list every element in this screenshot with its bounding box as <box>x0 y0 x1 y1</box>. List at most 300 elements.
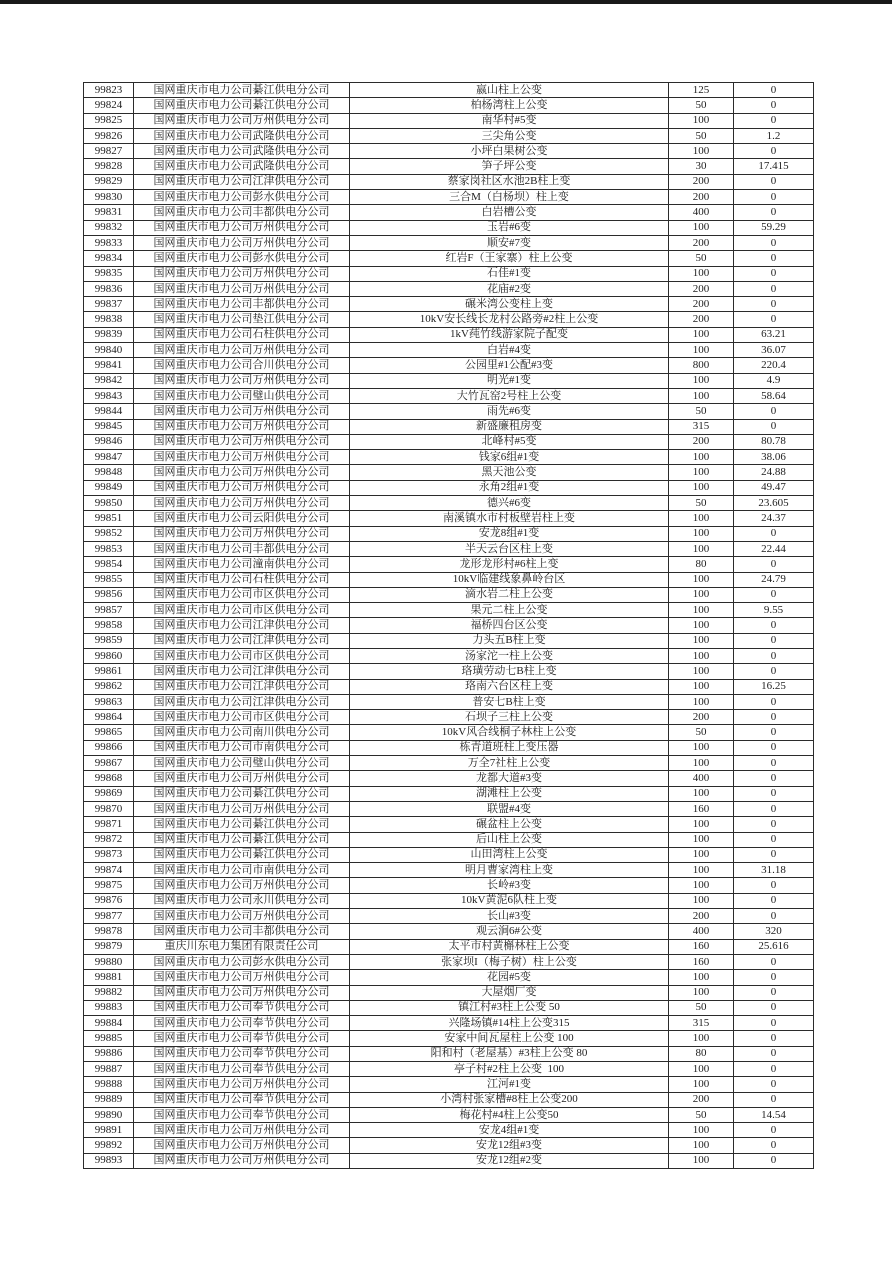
value-cell: 0 <box>734 113 814 128</box>
table-row <box>84 1077 814 1092</box>
transformer-name-cell: 碾米湾公变柱上变 <box>350 297 669 312</box>
row-id-cell: 99838 <box>84 312 134 327</box>
company-name-cell: 国网重庆市电力公司万州供电分公司 <box>134 450 350 465</box>
transformer-name-cell: 安家中间瓦屋柱上公变 100 <box>350 1031 669 1046</box>
row-id-cell: 99839 <box>84 327 134 342</box>
table-row <box>84 281 814 296</box>
capacity-cell: 100 <box>669 388 734 403</box>
row-id-cell: 99880 <box>84 954 134 969</box>
value-cell: 0 <box>734 587 814 602</box>
company-name-cell: 国网重庆市电力公司万州供电分公司 <box>134 1138 350 1153</box>
table-row <box>84 572 814 587</box>
company-name-cell: 国网重庆市电力公司江津供电分公司 <box>134 174 350 189</box>
transformer-name-cell: 德兴#6变 <box>350 496 669 511</box>
value-cell: 0 <box>734 297 814 312</box>
transformer-name-cell: 山田湾柱上公变 <box>350 847 669 862</box>
capacity-cell: 100 <box>669 373 734 388</box>
capacity-cell: 100 <box>669 450 734 465</box>
company-name-cell: 国网重庆市电力公司綦江供电分公司 <box>134 847 350 862</box>
value-cell: 0 <box>734 526 814 541</box>
row-id-cell: 99876 <box>84 893 134 908</box>
row-id-cell: 99863 <box>84 694 134 709</box>
table-row <box>84 939 814 954</box>
capacity-cell: 100 <box>669 587 734 602</box>
transformer-name-cell: 万全7社柱上公变 <box>350 756 669 771</box>
transformer-name-cell: 力头五B柱上变 <box>350 633 669 648</box>
value-cell: 38.06 <box>734 450 814 465</box>
table-row <box>84 893 814 908</box>
row-id-cell: 99881 <box>84 970 134 985</box>
transformer-name-cell: 碾盆柱上公变 <box>350 817 669 832</box>
value-cell: 0 <box>734 1016 814 1031</box>
table-row <box>84 373 814 388</box>
company-name-cell: 国网重庆市电力公司万州供电分公司 <box>134 343 350 358</box>
transformer-name-cell: 安龙12组#2变 <box>350 1153 669 1168</box>
company-name-cell: 国网重庆市电力公司万州供电分公司 <box>134 771 350 786</box>
transformer-name-cell: 观云涧6#公变 <box>350 924 669 939</box>
table-row <box>84 756 814 771</box>
row-id-cell: 99825 <box>84 113 134 128</box>
company-name-cell: 国网重庆市电力公司万州供电分公司 <box>134 373 350 388</box>
transformer-name-cell: 梅花村#4柱上公变50 <box>350 1107 669 1122</box>
company-name-cell: 国网重庆市电力公司石柱供电分公司 <box>134 572 350 587</box>
capacity-cell: 100 <box>669 847 734 862</box>
row-id-cell: 99856 <box>84 587 134 602</box>
value-cell: 0 <box>734 1077 814 1092</box>
transformer-name-cell: 花庙#2变 <box>350 281 669 296</box>
table-row <box>84 113 814 128</box>
capacity-cell: 100 <box>669 526 734 541</box>
value-cell: 320 <box>734 924 814 939</box>
transformer-name-cell: 小湾村张家槽#8柱上公变200 <box>350 1092 669 1107</box>
table-row <box>84 1153 814 1168</box>
row-id-cell: 99831 <box>84 205 134 220</box>
company-name-cell: 国网重庆市电力公司万州供电分公司 <box>134 1153 350 1168</box>
row-id-cell: 99877 <box>84 909 134 924</box>
company-name-cell: 国网重庆市电力公司江津供电分公司 <box>134 694 350 709</box>
transformer-name-cell: 蔡家岗社区水池2B柱上变 <box>350 174 669 189</box>
value-cell: 0 <box>734 205 814 220</box>
table-row <box>84 1138 814 1153</box>
capacity-cell: 315 <box>669 419 734 434</box>
transformer-name-cell: 石佳#1变 <box>350 266 669 281</box>
row-id-cell: 99888 <box>84 1077 134 1092</box>
row-id-cell: 99826 <box>84 128 134 143</box>
value-cell: 0 <box>734 954 814 969</box>
table-row <box>84 419 814 434</box>
table-row <box>84 970 814 985</box>
table-row <box>84 633 814 648</box>
top-edge-bar <box>0 0 892 4</box>
company-name-cell: 国网重庆市电力公司万州供电分公司 <box>134 281 350 296</box>
capacity-cell: 100 <box>669 893 734 908</box>
capacity-cell: 50 <box>669 1000 734 1015</box>
company-name-cell: 国网重庆市电力公司璧山供电分公司 <box>134 756 350 771</box>
capacity-cell: 100 <box>669 633 734 648</box>
capacity-cell: 30 <box>669 159 734 174</box>
row-id-cell: 99850 <box>84 496 134 511</box>
capacity-cell: 100 <box>669 511 734 526</box>
value-cell: 0 <box>734 1046 814 1061</box>
value-cell: 0 <box>734 694 814 709</box>
capacity-cell: 315 <box>669 1016 734 1031</box>
row-id-cell: 99835 <box>84 266 134 281</box>
transformer-name-cell: 安龙12组#3变 <box>350 1138 669 1153</box>
company-name-cell: 国网重庆市电力公司奉节供电分公司 <box>134 1092 350 1107</box>
row-id-cell: 99840 <box>84 343 134 358</box>
transformer-name-cell: 湖滩柱上公变 <box>350 786 669 801</box>
company-name-cell: 国网重庆市电力公司江津供电分公司 <box>134 679 350 694</box>
capacity-cell: 100 <box>669 1123 734 1138</box>
transformer-name-cell: 石坝子三柱上公变 <box>350 710 669 725</box>
capacity-cell: 200 <box>669 710 734 725</box>
transformer-name-cell: 永角2组#1变 <box>350 480 669 495</box>
company-name-cell: 国网重庆市电力公司市区供电分公司 <box>134 710 350 725</box>
table-row <box>84 648 814 663</box>
transformer-name-cell: 1kV莼竹线游家院子配变 <box>350 327 669 342</box>
value-cell: 0 <box>734 1000 814 1015</box>
value-cell: 16.25 <box>734 679 814 694</box>
value-cell: 0 <box>734 786 814 801</box>
value-cell: 24.79 <box>734 572 814 587</box>
row-id-cell: 99855 <box>84 572 134 587</box>
row-id-cell: 99824 <box>84 98 134 113</box>
transformer-name-cell: 柏杨湾柱上公变 <box>350 98 669 113</box>
row-id-cell: 99890 <box>84 1107 134 1122</box>
company-name-cell: 国网重庆市电力公司万州供电分公司 <box>134 465 350 480</box>
row-id-cell: 99830 <box>84 190 134 205</box>
table-row <box>84 174 814 189</box>
table-row <box>84 1107 814 1122</box>
row-id-cell: 99829 <box>84 174 134 189</box>
table-row <box>84 618 814 633</box>
row-id-cell: 99875 <box>84 878 134 893</box>
table-row <box>84 1123 814 1138</box>
company-name-cell: 国网重庆市电力公司垫江供电分公司 <box>134 312 350 327</box>
row-id-cell: 99864 <box>84 710 134 725</box>
value-cell: 0 <box>734 1062 814 1077</box>
table-row <box>84 817 814 832</box>
transformer-name-cell: 笋子坪公变 <box>350 159 669 174</box>
value-cell: 0 <box>734 1138 814 1153</box>
company-name-cell: 国网重庆市电力公司綦江供电分公司 <box>134 83 350 98</box>
transformer-name-cell: 玉岩#6变 <box>350 220 669 235</box>
value-cell: 0 <box>734 83 814 98</box>
transformer-name-cell: 大竹瓦窑2号柱上公变 <box>350 388 669 403</box>
company-name-cell: 国网重庆市电力公司奉节供电分公司 <box>134 1031 350 1046</box>
value-cell: 0 <box>734 710 814 725</box>
transformer-name-cell: 10kV风合线桐子林柱上公变 <box>350 725 669 740</box>
capacity-cell: 50 <box>669 251 734 266</box>
capacity-cell: 400 <box>669 771 734 786</box>
row-id-cell: 99870 <box>84 801 134 816</box>
capacity-cell: 50 <box>669 1107 734 1122</box>
table-row <box>84 220 814 235</box>
company-name-cell: 国网重庆市电力公司永川供电分公司 <box>134 893 350 908</box>
row-id-cell: 99841 <box>84 358 134 373</box>
row-id-cell: 99872 <box>84 832 134 847</box>
value-cell: 23.605 <box>734 496 814 511</box>
row-id-cell: 99848 <box>84 465 134 480</box>
row-id-cell: 99844 <box>84 404 134 419</box>
row-id-cell: 99845 <box>84 419 134 434</box>
capacity-cell: 50 <box>669 128 734 143</box>
row-id-cell: 99859 <box>84 633 134 648</box>
transformer-name-cell: 花园#5变 <box>350 970 669 985</box>
transformer-name-cell: 顺安#7变 <box>350 235 669 250</box>
transformer-name-cell: 南溪镇水市村板壁岩柱上变 <box>350 511 669 526</box>
company-name-cell: 国网重庆市电力公司合川供电分公司 <box>134 358 350 373</box>
row-id-cell: 99861 <box>84 664 134 679</box>
capacity-cell: 200 <box>669 312 734 327</box>
capacity-cell: 160 <box>669 801 734 816</box>
capacity-cell: 100 <box>669 679 734 694</box>
table-row <box>84 312 814 327</box>
value-cell: 0 <box>734 633 814 648</box>
company-name-cell: 国网重庆市电力公司綦江供电分公司 <box>134 832 350 847</box>
company-name-cell: 国网重庆市电力公司奉节供电分公司 <box>134 1046 350 1061</box>
company-name-cell: 国网重庆市电力公司彭水供电分公司 <box>134 190 350 205</box>
row-id-cell: 99873 <box>84 847 134 862</box>
table-row <box>84 434 814 449</box>
capacity-cell: 125 <box>669 83 734 98</box>
transformer-name-cell: 黑天池公变 <box>350 465 669 480</box>
value-cell: 0 <box>734 312 814 327</box>
transformer-name-cell: 钱家6组#1变 <box>350 450 669 465</box>
table-row <box>84 924 814 939</box>
row-id-cell: 99834 <box>84 251 134 266</box>
table-row <box>84 266 814 281</box>
company-name-cell: 国网重庆市电力公司丰都供电分公司 <box>134 297 350 312</box>
capacity-cell: 100 <box>669 1153 734 1168</box>
table-row <box>84 450 814 465</box>
row-id-cell: 99868 <box>84 771 134 786</box>
row-id-cell: 99854 <box>84 557 134 572</box>
value-cell: 0 <box>734 281 814 296</box>
capacity-cell: 100 <box>669 694 734 709</box>
value-cell: 0 <box>734 801 814 816</box>
capacity-cell: 100 <box>669 970 734 985</box>
company-name-cell: 国网重庆市电力公司万州供电分公司 <box>134 404 350 419</box>
capacity-cell: 100 <box>669 220 734 235</box>
transformer-name-cell: 汤家沱一柱上公变 <box>350 648 669 663</box>
row-id-cell: 99852 <box>84 526 134 541</box>
capacity-cell: 800 <box>669 358 734 373</box>
capacity-cell: 100 <box>669 863 734 878</box>
transformer-name-cell: 镇江村#3柱上公变 50 <box>350 1000 669 1015</box>
company-name-cell: 国网重庆市电力公司万州供电分公司 <box>134 801 350 816</box>
transformer-name-cell: 半天云台区柱上变 <box>350 541 669 556</box>
value-cell: 0 <box>734 893 814 908</box>
value-cell: 59.29 <box>734 220 814 235</box>
capacity-cell: 200 <box>669 909 734 924</box>
company-name-cell: 国网重庆市电力公司武隆供电分公司 <box>134 128 350 143</box>
row-id-cell: 99874 <box>84 863 134 878</box>
transformer-name-cell: 江河#1变 <box>350 1077 669 1092</box>
transformer-name-cell: 兴隆场镇#14柱上公变315 <box>350 1016 669 1031</box>
row-id-cell: 99893 <box>84 1153 134 1168</box>
capacity-cell: 100 <box>669 1031 734 1046</box>
value-cell: 22.44 <box>734 541 814 556</box>
capacity-cell: 50 <box>669 496 734 511</box>
capacity-cell: 50 <box>669 404 734 419</box>
transformer-name-cell: 阳和村（老屋基）#3柱上公变 80 <box>350 1046 669 1061</box>
table-row <box>84 128 814 143</box>
table-row <box>84 1031 814 1046</box>
value-cell: 0 <box>734 909 814 924</box>
company-name-cell: 国网重庆市电力公司万州供电分公司 <box>134 235 350 250</box>
value-cell: 0 <box>734 235 814 250</box>
row-id-cell: 99892 <box>84 1138 134 1153</box>
row-id-cell: 99879 <box>84 939 134 954</box>
value-cell: 58.64 <box>734 388 814 403</box>
transformer-name-cell: 红岩F（王家寨）柱上公变 <box>350 251 669 266</box>
capacity-cell: 100 <box>669 465 734 480</box>
capacity-cell: 100 <box>669 541 734 556</box>
row-id-cell: 99871 <box>84 817 134 832</box>
table-row <box>84 526 814 541</box>
value-cell: 0 <box>734 174 814 189</box>
table-row <box>84 664 814 679</box>
value-cell: 36.07 <box>734 343 814 358</box>
company-name-cell: 国网重庆市电力公司万州供电分公司 <box>134 878 350 893</box>
table-row <box>84 190 814 205</box>
capacity-cell: 80 <box>669 557 734 572</box>
company-name-cell: 国网重庆市电力公司万州供电分公司 <box>134 909 350 924</box>
value-cell: 0 <box>734 985 814 1000</box>
row-id-cell: 99860 <box>84 648 134 663</box>
capacity-cell: 50 <box>669 98 734 113</box>
capacity-cell: 100 <box>669 144 734 159</box>
table-row <box>84 1016 814 1031</box>
row-id-cell: 99867 <box>84 756 134 771</box>
row-id-cell: 99884 <box>84 1016 134 1031</box>
capacity-cell: 100 <box>669 113 734 128</box>
row-id-cell: 99849 <box>84 480 134 495</box>
value-cell: 0 <box>734 1031 814 1046</box>
transformer-name-cell: 明光#1变 <box>350 373 669 388</box>
transformer-name-cell: 白岩#4变 <box>350 343 669 358</box>
capacity-cell: 100 <box>669 832 734 847</box>
value-cell: 0 <box>734 404 814 419</box>
table-row <box>84 235 814 250</box>
capacity-cell: 100 <box>669 756 734 771</box>
transformer-name-cell: 大屋烟厂变 <box>350 985 669 1000</box>
table-row <box>84 159 814 174</box>
company-name-cell: 国网重庆市电力公司万州供电分公司 <box>134 220 350 235</box>
transformer-name-cell: 嬴山柱上公变 <box>350 83 669 98</box>
transformer-name-cell: 亭子村#2柱上公变 100 <box>350 1062 669 1077</box>
capacity-cell: 400 <box>669 205 734 220</box>
company-name-cell: 国网重庆市电力公司万州供电分公司 <box>134 266 350 281</box>
company-name-cell: 国网重庆市电力公司万州供电分公司 <box>134 1077 350 1092</box>
row-id-cell: 99886 <box>84 1046 134 1061</box>
value-cell: 0 <box>734 664 814 679</box>
capacity-cell: 100 <box>669 1138 734 1153</box>
row-id-cell: 99885 <box>84 1031 134 1046</box>
table-row <box>84 1000 814 1015</box>
value-cell: 63.21 <box>734 327 814 342</box>
transformer-name-cell: 小坪白果树公变 <box>350 144 669 159</box>
capacity-cell: 50 <box>669 725 734 740</box>
row-id-cell: 99847 <box>84 450 134 465</box>
table-row <box>84 144 814 159</box>
value-cell: 25.616 <box>734 939 814 954</box>
row-id-cell: 99853 <box>84 541 134 556</box>
transformer-name-cell: 新盛廉租房变 <box>350 419 669 434</box>
company-name-cell: 国网重庆市电力公司彭水供电分公司 <box>134 954 350 969</box>
table-row <box>84 863 814 878</box>
table-row <box>84 465 814 480</box>
value-cell: 24.88 <box>734 465 814 480</box>
table-row <box>84 679 814 694</box>
transformer-name-cell: 联盟#4变 <box>350 801 669 816</box>
company-name-cell: 国网重庆市电力公司万州供电分公司 <box>134 970 350 985</box>
table-row <box>84 205 814 220</box>
capacity-cell: 200 <box>669 174 734 189</box>
value-cell: 0 <box>734 190 814 205</box>
table-row <box>84 832 814 847</box>
table-row <box>84 358 814 373</box>
value-cell: 1.2 <box>734 128 814 143</box>
value-cell: 4.9 <box>734 373 814 388</box>
company-name-cell: 国网重庆市电力公司万州供电分公司 <box>134 496 350 511</box>
value-cell: 0 <box>734 725 814 740</box>
company-name-cell: 国网重庆市电力公司市南供电分公司 <box>134 740 350 755</box>
transformer-name-cell: 栋青道班柱上变压器 <box>350 740 669 755</box>
value-cell: 220.4 <box>734 358 814 373</box>
value-cell: 0 <box>734 648 814 663</box>
row-id-cell: 99889 <box>84 1092 134 1107</box>
table-row <box>84 954 814 969</box>
company-name-cell: 国网重庆市电力公司市区供电分公司 <box>134 648 350 663</box>
value-cell: 0 <box>734 847 814 862</box>
value-cell: 0 <box>734 1092 814 1107</box>
row-id-cell: 99846 <box>84 434 134 449</box>
table-row <box>84 985 814 1000</box>
table-row <box>84 557 814 572</box>
company-name-cell: 国网重庆市电力公司璧山供电分公司 <box>134 388 350 403</box>
table-row <box>84 83 814 98</box>
capacity-cell: 160 <box>669 939 734 954</box>
company-name-cell: 国网重庆市电力公司江津供电分公司 <box>134 664 350 679</box>
company-name-cell: 国网重庆市电力公司万州供电分公司 <box>134 434 350 449</box>
value-cell: 0 <box>734 878 814 893</box>
row-id-cell: 99862 <box>84 679 134 694</box>
row-id-cell: 99883 <box>84 1000 134 1015</box>
row-id-cell: 99865 <box>84 725 134 740</box>
row-id-cell: 99851 <box>84 511 134 526</box>
transformer-name-cell: 10kV临建线象鼻岭台区 <box>350 572 669 587</box>
company-name-cell: 国网重庆市电力公司万州供电分公司 <box>134 480 350 495</box>
table-body <box>84 83 814 1169</box>
table-row <box>84 1092 814 1107</box>
table-row <box>84 909 814 924</box>
transformer-name-cell: 普安七B柱上变 <box>350 694 669 709</box>
company-name-cell: 国网重庆市电力公司江津供电分公司 <box>134 618 350 633</box>
row-id-cell: 99833 <box>84 235 134 250</box>
row-id-cell: 99869 <box>84 786 134 801</box>
transformer-name-cell: 长山#3变 <box>350 909 669 924</box>
company-name-cell: 国网重庆市电力公司石柱供电分公司 <box>134 327 350 342</box>
company-name-cell: 国网重庆市电力公司万州供电分公司 <box>134 113 350 128</box>
capacity-cell: 100 <box>669 786 734 801</box>
value-cell: 0 <box>734 98 814 113</box>
capacity-cell: 100 <box>669 572 734 587</box>
transformer-name-cell: 珞璜劳动七B柱上变 <box>350 664 669 679</box>
row-id-cell: 99832 <box>84 220 134 235</box>
company-name-cell: 国网重庆市电力公司万州供电分公司 <box>134 1123 350 1138</box>
